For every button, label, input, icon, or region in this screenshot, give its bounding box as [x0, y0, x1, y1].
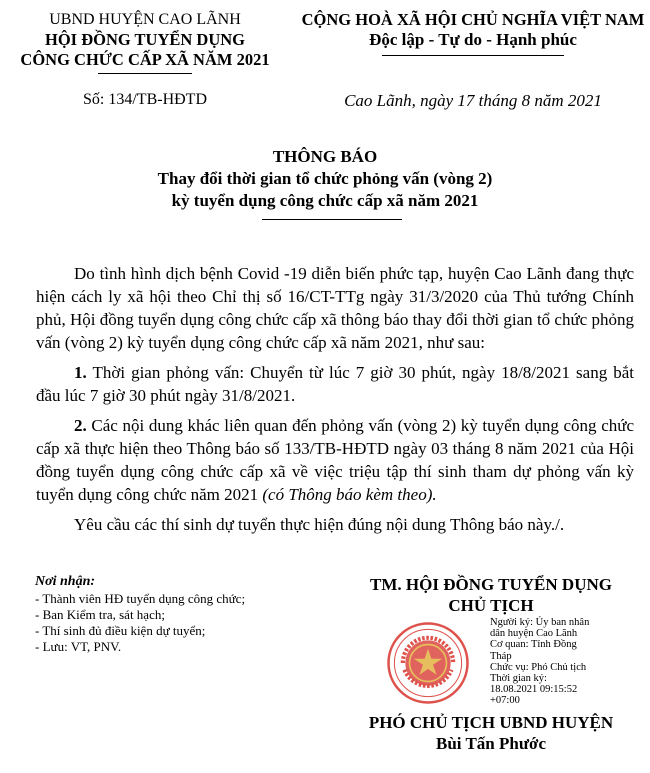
sig-info-line: Người ký: Ủy ban nhân — [490, 617, 590, 628]
signature-heading — [336, 574, 646, 616]
authority-line-1: UBND HUYỆN CAO LÃNH — [49, 11, 241, 28]
motto-underline — [382, 55, 564, 56]
item-1-paragraph — [36, 361, 634, 407]
intro-paragraph: Do tình hình dịch bệnh Covid -19 diễn biến phức tạp, huyện Cao Lãnh đang thực hiện cách ly xã hội theo Chỉ thị số 16/CT-TTg ngày 31/3/2020 của Thủ tướng Chính phủ, Hội đồng tuyển dụng công chức cấp xã thông báo thay đổi thời gian tổ chức phỏng vấn (vòng 2) kỳ tuyển dụng công chức cấp xã năm 2021, như sau: — [36, 264, 634, 352]
title-underline — [262, 219, 402, 220]
sig-info-line: 18.08.2021 09:15:52 — [490, 684, 578, 696]
title-line-3: kỳ tuyển dụng công chức cấp xã năm 2021 — [171, 191, 479, 210]
signer-title: PHÓ CHỦ TỊCH UBND HUYỆN — [368, 713, 614, 732]
country-name: CỘNG HOÀ XÃ HỘI CHỦ NGHĨA VIỆT NAM — [301, 10, 645, 29]
digital-signature-info — [490, 617, 646, 707]
announcement-body — [36, 262, 634, 543]
title-line-2: Thay đổi thời gian tổ chức phỏng vấn (vòng 2) — [157, 169, 493, 188]
document-title — [0, 146, 650, 212]
recipient-item: - Ban Kiểm tra, sát hạch; — [35, 607, 165, 622]
item-1-number: 1. — [74, 363, 87, 382]
recipient-item: - Thành viên HĐ tuyển dụng công chức; — [35, 591, 246, 606]
recipients-list — [35, 574, 335, 655]
motto: Độc lập - Tự do - Hạnh phúc — [369, 30, 577, 49]
signer-block — [336, 712, 646, 754]
sig-info-line: Thời gian ký: — [490, 673, 547, 685]
sig-info-line: Chức vụ: Phó Chủ tịch — [490, 661, 587, 673]
item-2-number: 2. — [74, 416, 87, 435]
item-2-paragraph — [36, 414, 634, 506]
item-1-text: Thời gian phỏng vấn: Chuyển từ lúc 7 giờ 30 phút, ngày 18/8/2021 sang bắt đầu lúc 7 giờ 30 phút ngày 31/8/2021. — [36, 363, 634, 405]
digital-signature-stamp — [386, 617, 648, 709]
issuing-authority — [10, 10, 280, 70]
authority-underline — [98, 73, 192, 74]
sig-info-line: Cơ quan: Tỉnh Đồng — [490, 639, 577, 651]
authority-line-2: HỘI ĐỒNG TUYỂN DỤNG — [44, 30, 245, 49]
recipient-item: - Lưu: VT, PNV. — [35, 639, 122, 654]
signer-name: Bùi Tấn Phước — [435, 734, 546, 753]
document-number: Số: 134/TB-HĐTD — [83, 91, 207, 108]
on-behalf-of: TM. HỘI ĐỒNG TUYỂN DỤNG — [370, 575, 612, 594]
sig-info-line: +07:00 — [490, 695, 520, 707]
sig-info-line: dân huyện Cao Lãnh — [490, 628, 578, 640]
recipients-heading: Nơi nhận: — [35, 574, 96, 589]
sig-info-line: Tháp — [490, 650, 512, 662]
signer-role: CHỦ TỊCH — [448, 596, 534, 615]
national-motto — [296, 10, 650, 50]
place-and-date: Cao Lãnh, ngày 17 tháng 8 năm 2021 — [344, 91, 602, 110]
title-line-1: THÔNG BÁO — [272, 147, 378, 166]
recipient-item: - Thí sinh đủ điều kiện dự tuyển; — [35, 623, 206, 638]
item-2-attachment-note: (có Thông báo kèm theo). — [262, 485, 437, 504]
item-2-text: Các nội dung khác liên quan đến phỏng vấn (vòng 2) kỳ tuyển dụng công chức cấp xã thực hiện theo Thông báo số 133/TB-HĐTD ngày 03 tháng 8 năm 2021 của Hội đồng tuyển dụng công chức cấp xã về việc triệu tập thí sinh tham dự phỏng vấn kỳ tuyển dụng công chức năm 2021 — [36, 416, 634, 504]
closing-paragraph: Yêu cầu các thí sinh dự tuyển thực hiện đúng nội dung Thông báo này./. — [74, 515, 565, 534]
official-seal-icon — [386, 621, 470, 705]
authority-line-3: CÔNG CHỨC CẤP XÃ NĂM 2021 — [20, 50, 270, 69]
